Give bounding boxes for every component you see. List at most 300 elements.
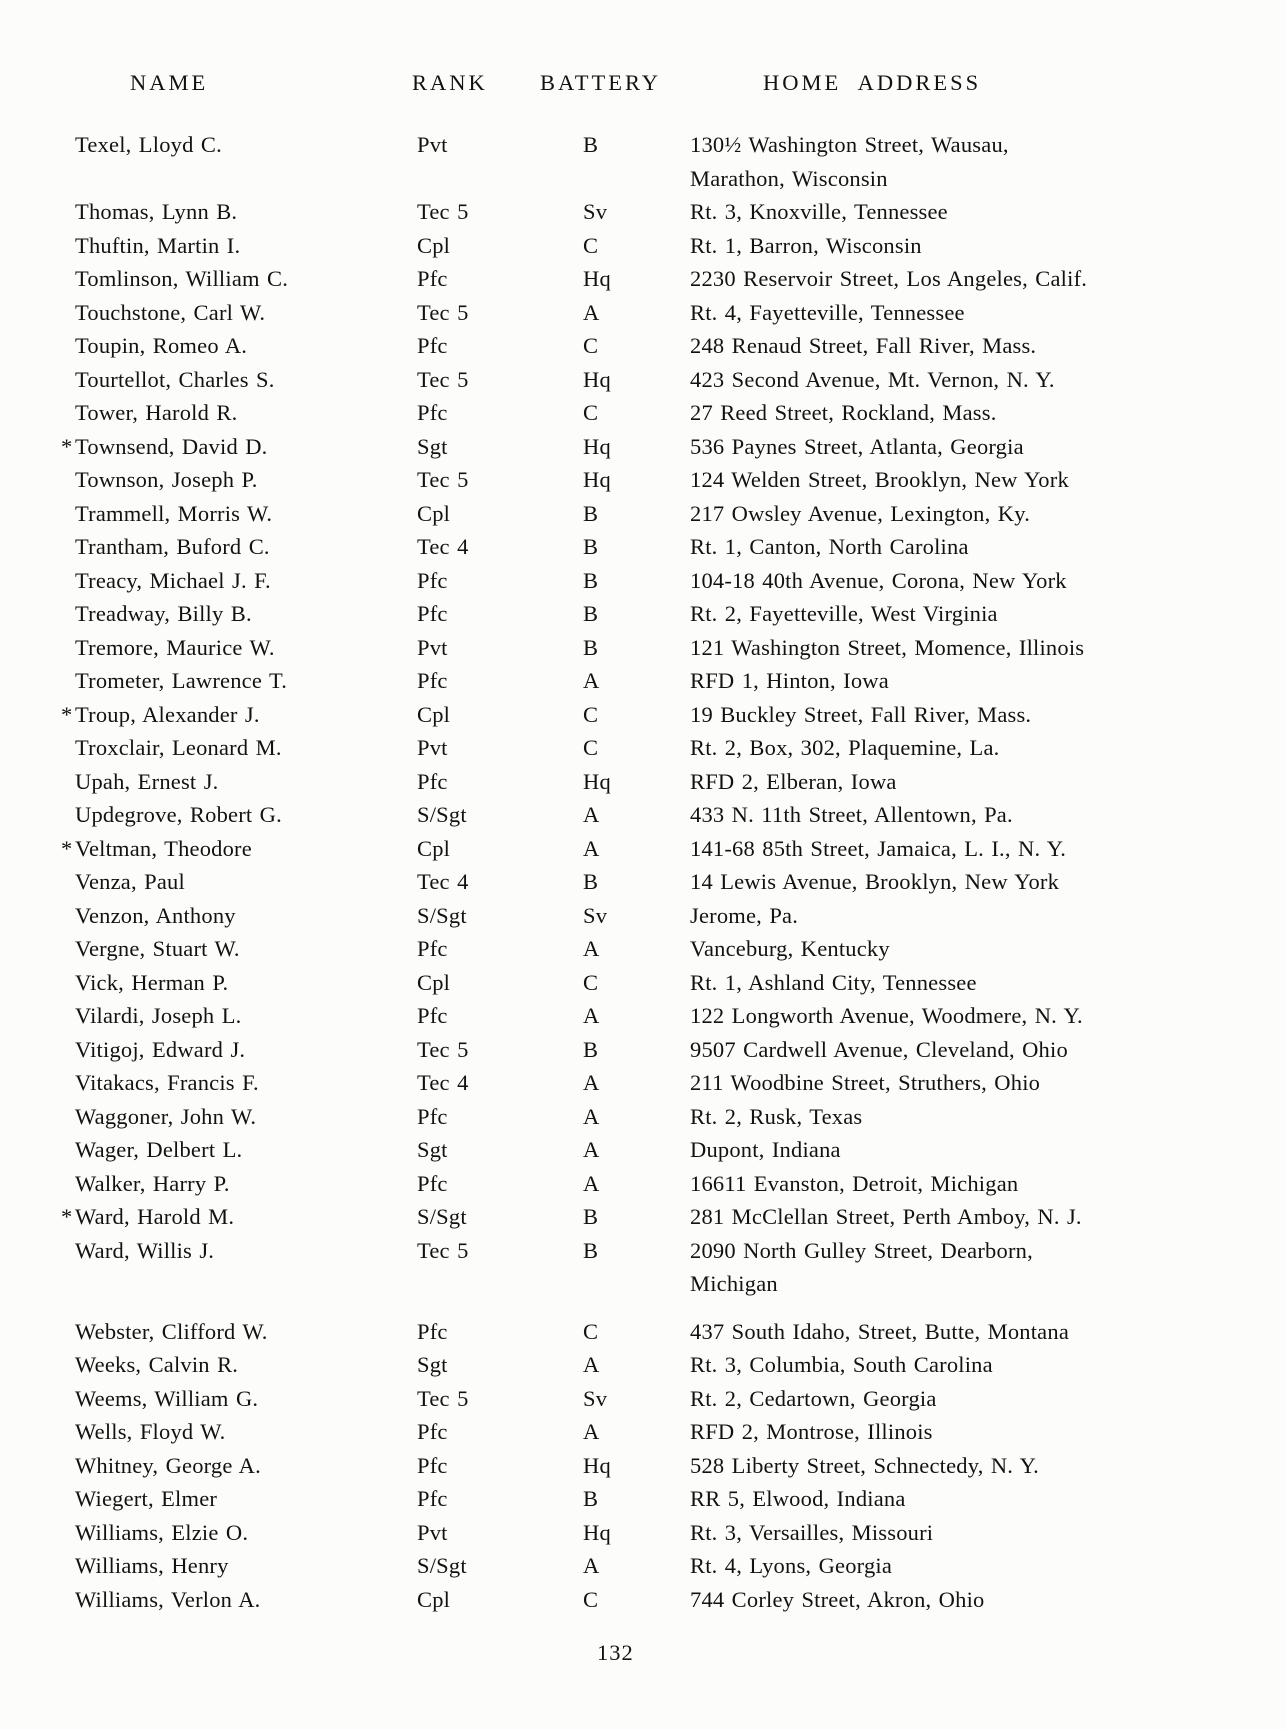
rank-cell: Pfc — [417, 1103, 448, 1129]
address-line: 248 Renaud Street, Fall River, Mass. — [690, 333, 1037, 358]
name-cell — [75, 463, 417, 497]
name-text: Townson, Joseph P. — [75, 467, 258, 492]
name-text: Weems, William G. — [75, 1385, 259, 1411]
asterisk-marker: * — [61, 1204, 73, 1229]
battery-cell: B — [583, 1237, 599, 1263]
name-text: Troup, Alexander J. — [75, 701, 260, 727]
table-row — [61, 698, 1250, 732]
address-cell — [690, 430, 1250, 464]
name-text: Wiegert, Elmer — [75, 1486, 218, 1511]
name-cell — [75, 363, 417, 397]
address-line: 528 Liberty Street, Schnectedy, N. Y. — [690, 1452, 1039, 1478]
address-cell — [690, 128, 1250, 195]
rank-cell: Tec 5 — [417, 299, 469, 325]
address-cell — [690, 262, 1250, 296]
rank-cell: Sgt — [417, 1352, 448, 1377]
rank-cell: Pfc — [417, 1486, 448, 1511]
name-text: Updegrove, Robert G. — [75, 802, 282, 827]
table-row — [75, 1549, 1250, 1583]
table-row — [75, 1482, 1250, 1516]
address-cell — [690, 396, 1250, 430]
table-row — [75, 1382, 1250, 1416]
battery-cell: A — [583, 936, 600, 961]
table-row — [75, 1100, 1250, 1134]
name-cell — [61, 832, 417, 866]
battery-cell: A — [583, 802, 600, 827]
battery-cell: A — [583, 1352, 600, 1377]
table-row — [75, 229, 1250, 263]
address-cell — [690, 497, 1250, 531]
address-line: 104-18 40th Avenue, Corona, New York — [690, 567, 1067, 593]
address-cell — [690, 832, 1250, 866]
name-cell — [75, 530, 417, 564]
battery-cell: C — [583, 969, 599, 995]
address-line: 14 Lewis Avenue, Brooklyn, New York — [690, 869, 1060, 894]
table-row — [75, 631, 1250, 665]
table-row — [75, 966, 1250, 1000]
address-cell — [690, 329, 1250, 363]
address-cell — [690, 966, 1250, 1000]
battery-cell: C — [583, 1586, 599, 1612]
name-text: Veltman, Theodore — [75, 835, 252, 861]
name-text: Toupin, Romeo A. — [75, 333, 248, 358]
rank-cell: Cpl — [417, 232, 451, 258]
battery-cell: C — [583, 400, 599, 425]
address-line: 217 Owsley Avenue, Lexington, Ky. — [690, 500, 1031, 526]
name-text: Thomas, Lynn B. — [75, 199, 238, 224]
address-cell — [690, 1234, 1250, 1301]
name-text: Vitigoj, Edward J. — [75, 1036, 246, 1062]
rank-cell: Tec 4 — [417, 869, 469, 894]
battery-cell: Hq — [583, 433, 611, 459]
name-cell — [75, 1100, 417, 1134]
address-line: 9507 Cardwell Avenue, Cleveland, Ohio — [690, 1036, 1068, 1062]
address-line: RFD 2, Montrose, Illinois — [690, 1419, 933, 1444]
name-cell — [75, 999, 417, 1033]
name-text: Treacy, Michael J. F. — [75, 567, 271, 593]
battery-cell: Hq — [583, 768, 611, 794]
address-line: RFD 2, Elberan, Iowa — [690, 768, 897, 794]
asterisk-marker: * — [61, 835, 73, 861]
battery-cell: Sv — [583, 199, 608, 224]
name-cell — [75, 1133, 417, 1167]
name-text: Whitney, George A. — [75, 1452, 261, 1478]
address-line: 2230 Reservoir Street, Los Angeles, Calif. — [690, 266, 1088, 291]
table-row — [75, 262, 1250, 296]
address-line: Rt. 2, Rusk, Texas — [690, 1103, 863, 1129]
battery-cell: A — [583, 1103, 600, 1129]
name-cell — [61, 698, 417, 732]
name-text: Wager, Delbert L. — [75, 1137, 243, 1162]
name-text: Trantham, Buford C. — [75, 534, 270, 559]
rank-cell: Pfc — [417, 936, 448, 961]
table-row — [75, 899, 1250, 933]
rank-cell: Tec 5 — [417, 199, 469, 224]
address-line: 19 Buckley Street, Fall River, Mass. — [690, 701, 1032, 727]
table-row — [75, 296, 1250, 330]
name-cell — [75, 1482, 417, 1516]
rank-cell: Pfc — [417, 333, 448, 358]
column-header-battery: BATTERY — [540, 70, 662, 95]
rank-cell: Cpl — [417, 835, 451, 861]
address-line: 16611 Evanston, Detroit, Michigan — [690, 1170, 1019, 1196]
rank-cell: Tec 5 — [417, 1036, 469, 1062]
name-cell — [75, 597, 417, 631]
name-cell — [75, 966, 417, 1000]
battery-cell: Hq — [583, 1452, 611, 1478]
table-row — [75, 865, 1250, 899]
address-cell — [690, 1415, 1250, 1449]
battery-cell: A — [583, 835, 600, 861]
battery-cell: A — [583, 1419, 600, 1444]
address-line: 437 South Idaho, Street, Butte, Montana — [690, 1318, 1070, 1344]
table-row — [75, 1415, 1250, 1449]
name-cell — [75, 1516, 417, 1550]
address-cell — [690, 463, 1250, 497]
battery-cell: Sv — [583, 1385, 608, 1411]
rank-cell: Pfc — [417, 1170, 448, 1196]
name-text: Thuftin, Martin I. — [75, 232, 241, 258]
name-text: Williams, Verlon A. — [75, 1586, 261, 1612]
column-header-home-address: HOME ADDRESS — [763, 70, 982, 95]
address-cell — [690, 765, 1250, 799]
table-row — [75, 1167, 1250, 1201]
address-line: Michigan — [690, 1271, 778, 1296]
name-cell — [75, 128, 417, 195]
name-cell — [75, 1234, 417, 1301]
name-cell — [75, 195, 417, 229]
name-cell — [75, 664, 417, 698]
name-text: Walker, Harry P. — [75, 1170, 230, 1196]
name-text: Texel, Lloyd C. — [75, 132, 222, 157]
table-row — [75, 597, 1250, 631]
address-cell — [690, 1583, 1250, 1617]
name-text: Touchstone, Carl W. — [75, 299, 266, 325]
rank-cell: Cpl — [417, 969, 451, 995]
address-cell — [690, 195, 1250, 229]
name-cell — [75, 932, 417, 966]
name-text: Vergne, Stuart W. — [75, 936, 240, 961]
name-cell — [75, 262, 417, 296]
table-row — [75, 1066, 1250, 1100]
address-cell — [690, 1100, 1250, 1134]
table-row — [75, 1348, 1250, 1382]
battery-cell: B — [583, 601, 599, 626]
address-cell — [690, 1167, 1250, 1201]
battery-cell: A — [583, 668, 600, 693]
name-cell — [75, 765, 417, 799]
address-line: Rt. 2, Fayetteville, West Virginia — [690, 601, 998, 626]
name-text: Venza, Paul — [75, 869, 185, 894]
battery-cell: Hq — [583, 366, 611, 392]
battery-cell: A — [583, 1137, 600, 1162]
name-cell — [75, 798, 417, 832]
battery-cell: A — [583, 1003, 600, 1028]
name-text: Ward, Willis J. — [75, 1237, 215, 1263]
table-row — [75, 664, 1250, 698]
rank-cell: Pfc — [417, 768, 448, 794]
rank-cell: Sgt — [417, 1137, 448, 1162]
battery-cell: Hq — [583, 467, 611, 492]
rank-cell: Tec 5 — [417, 1385, 469, 1411]
name-cell — [75, 1315, 417, 1349]
battery-cell: Hq — [583, 1519, 611, 1545]
battery-cell: C — [583, 232, 599, 258]
rank-cell: Pfc — [417, 668, 448, 693]
battery-cell: C — [583, 701, 599, 727]
table-row — [61, 430, 1250, 464]
address-line: 121 Washington Street, Momence, Illinois — [690, 634, 1085, 660]
name-cell — [75, 865, 417, 899]
name-cell — [75, 631, 417, 665]
battery-cell: B — [583, 1486, 599, 1511]
address-line: Rt. 1, Barron, Wisconsin — [690, 232, 922, 258]
address-cell — [690, 229, 1250, 263]
address-line: RR 5, Elwood, Indiana — [690, 1486, 906, 1511]
table-row — [75, 731, 1250, 765]
battery-cell: B — [583, 500, 599, 526]
table-row — [75, 396, 1250, 430]
address-cell — [690, 1066, 1250, 1100]
address-line: 27 Reed Street, Rockland, Mass. — [690, 400, 997, 425]
rank-cell: Pfc — [417, 1003, 448, 1028]
battery-cell: A — [583, 299, 600, 325]
name-text: Ward, Harold M. — [75, 1204, 235, 1229]
address-line: 281 McClellan Street, Perth Amboy, N. J. — [690, 1204, 1082, 1229]
name-text: Vick, Herman P. — [75, 969, 229, 995]
address-cell — [690, 631, 1250, 665]
battery-cell: B — [583, 1036, 599, 1062]
address-cell — [690, 1315, 1250, 1349]
name-text: Vilardi, Joseph L. — [75, 1003, 242, 1028]
battery-cell: A — [583, 1070, 600, 1095]
address-cell — [690, 798, 1250, 832]
address-line: Rt. 1, Ashland City, Tennessee — [690, 969, 977, 995]
address-line: 423 Second Avenue, Mt. Vernon, N. Y. — [690, 366, 1055, 392]
name-text: Wells, Floyd W. — [75, 1419, 226, 1444]
name-cell — [75, 1583, 417, 1617]
rank-cell: Tec 4 — [417, 534, 469, 559]
rank-cell: Cpl — [417, 500, 451, 526]
address-cell — [690, 1033, 1250, 1067]
table-row — [75, 497, 1250, 531]
battery-cell: C — [583, 333, 599, 358]
name-cell — [75, 1449, 417, 1483]
address-cell — [690, 296, 1250, 330]
address-line: Vanceburg, Kentucky — [690, 936, 890, 961]
name-text: Vitakacs, Francis F. — [75, 1070, 259, 1095]
rank-cell: Pfc — [417, 1419, 448, 1444]
battery-cell: B — [583, 534, 599, 559]
rank-cell: Pvt — [417, 634, 448, 660]
name-text: Tourtellot, Charles S. — [75, 366, 275, 392]
address-line: 211 Woodbine Street, Struthers, Ohio — [690, 1070, 1041, 1095]
address-cell — [690, 731, 1250, 765]
rank-cell: Pvt — [417, 1519, 448, 1545]
rank-cell: Cpl — [417, 701, 451, 727]
name-cell — [75, 1348, 417, 1382]
rank-cell: S/Sgt — [417, 802, 467, 827]
name-cell — [75, 1066, 417, 1100]
address-line: Rt. 2, Box, 302, Plaquemine, La. — [690, 735, 1000, 760]
address-cell — [690, 865, 1250, 899]
table-row — [75, 195, 1250, 229]
name-text: Upah, Ernest J. — [75, 768, 219, 794]
rank-cell: Tec 5 — [417, 467, 469, 492]
rank-cell: Pfc — [417, 1318, 448, 1344]
address-line: 2090 North Gulley Street, Dearborn, — [690, 1237, 1033, 1263]
name-text: Tomlinson, William C. — [75, 266, 289, 291]
battery-cell: Sv — [583, 902, 608, 928]
rank-cell: Pfc — [417, 567, 448, 593]
address-line: Dupont, Indiana — [690, 1137, 841, 1162]
name-text: Trammell, Morris W. — [75, 500, 273, 526]
address-cell — [690, 698, 1250, 732]
table-header — [0, 70, 1286, 103]
address-line: 130½ Washington Street, Wausau, — [690, 132, 1009, 157]
table-row — [75, 1516, 1250, 1550]
rank-cell: Pfc — [417, 400, 448, 425]
name-cell — [75, 1382, 417, 1416]
name-cell — [75, 1167, 417, 1201]
table-row — [75, 329, 1250, 363]
rank-cell: Tec 4 — [417, 1070, 469, 1095]
name-text: Tremore, Maurice W. — [75, 634, 275, 660]
name-text: Trometer, Lawrence T. — [75, 668, 288, 693]
address-line: Rt. 4, Lyons, Georgia — [690, 1553, 893, 1578]
battery-cell: C — [583, 1318, 599, 1344]
table-row — [61, 832, 1250, 866]
rank-cell: Pfc — [417, 1452, 448, 1478]
address-line: Rt. 2, Cedartown, Georgia — [690, 1385, 937, 1411]
address-line: Jerome, Pa. — [690, 902, 799, 928]
name-cell — [75, 229, 417, 263]
table-row — [61, 1200, 1250, 1234]
name-text: Waggoner, John W. — [75, 1103, 257, 1129]
table-row — [75, 530, 1250, 564]
battery-cell: A — [583, 1170, 600, 1196]
address-line: RFD 1, Hinton, Iowa — [690, 668, 889, 693]
address-cell — [690, 1516, 1250, 1550]
battery-cell: Hq — [583, 266, 611, 291]
name-text: Venzon, Anthony — [75, 902, 236, 928]
address-line: Rt. 3, Versailles, Missouri — [690, 1519, 934, 1545]
address-line: Rt. 3, Knoxville, Tennessee — [690, 199, 948, 224]
address-cell — [690, 1382, 1250, 1416]
address-line: 433 N. 11th Street, Allentown, Pa. — [690, 802, 1013, 827]
name-text: Troxclair, Leonard M. — [75, 735, 282, 760]
rank-cell: Tec 5 — [417, 366, 469, 392]
name-cell — [75, 296, 417, 330]
table-row — [75, 128, 1250, 195]
battery-cell: B — [583, 567, 599, 593]
rank-cell: S/Sgt — [417, 902, 467, 928]
name-text: Weeks, Calvin R. — [75, 1352, 239, 1377]
table-row — [75, 1033, 1250, 1067]
address-cell — [690, 597, 1250, 631]
name-cell — [75, 396, 417, 430]
address-cell — [690, 1348, 1250, 1382]
column-header-rank: RANK — [412, 70, 488, 95]
battery-cell: B — [583, 1204, 599, 1229]
column-header-name: NAME — [130, 70, 209, 95]
name-text: Webster, Clifford W. — [75, 1318, 268, 1344]
battery-cell: B — [583, 634, 599, 660]
battery-cell: B — [583, 869, 599, 894]
name-cell — [75, 564, 417, 598]
name-cell — [75, 899, 417, 933]
name-cell — [75, 497, 417, 531]
address-cell — [690, 664, 1250, 698]
address-line: 536 Paynes Street, Atlanta, Georgia — [690, 433, 1024, 459]
table-row — [75, 363, 1250, 397]
name-cell — [75, 731, 417, 765]
rank-cell: Sgt — [417, 433, 448, 459]
rank-cell: Pvt — [417, 735, 448, 760]
battery-cell: A — [583, 1553, 600, 1578]
name-text: Tower, Harold R. — [75, 400, 238, 425]
table-row — [75, 932, 1250, 966]
address-line: 744 Corley Street, Akron, Ohio — [690, 1586, 985, 1612]
name-text: Townsend, David D. — [75, 433, 268, 459]
rank-cell: Pfc — [417, 266, 448, 291]
page-number: 132 — [597, 1640, 634, 1665]
address-line: 122 Longworth Avenue, Woodmere, N. Y. — [690, 1003, 1083, 1028]
name-cell — [61, 1200, 417, 1234]
address-cell — [690, 1482, 1250, 1516]
name-cell — [75, 1033, 417, 1067]
name-text: Williams, Henry — [75, 1553, 229, 1578]
address-line: 141-68 85th Street, Jamaica, L. I., N. Y. — [690, 835, 1067, 861]
asterisk-marker: * — [61, 433, 73, 459]
address-cell — [690, 1200, 1250, 1234]
battery-cell: C — [583, 735, 599, 760]
address-cell — [690, 1549, 1250, 1583]
rank-cell: Tec 5 — [417, 1237, 469, 1263]
table-row — [75, 765, 1250, 799]
table-row — [75, 1583, 1250, 1617]
address-cell — [690, 1449, 1250, 1483]
rank-cell: Cpl — [417, 1586, 451, 1612]
address-line: Rt. 1, Canton, North Carolina — [690, 534, 969, 559]
address-cell — [690, 564, 1250, 598]
table-row — [75, 798, 1250, 832]
table-row — [75, 999, 1250, 1033]
address-cell — [690, 1133, 1250, 1167]
name-cell — [75, 329, 417, 363]
rank-cell: Pvt — [417, 132, 448, 157]
rank-cell: S/Sgt — [417, 1204, 467, 1229]
name-cell — [75, 1415, 417, 1449]
address-cell — [690, 932, 1250, 966]
address-cell — [690, 999, 1250, 1033]
address-line: 124 Welden Street, Brooklyn, New York — [690, 467, 1069, 492]
roster-table — [61, 128, 1250, 1616]
asterisk-marker: * — [61, 701, 73, 727]
name-cell — [75, 1549, 417, 1583]
table-row — [75, 463, 1250, 497]
address-line: Rt. 4, Fayetteville, Tennessee — [690, 299, 965, 325]
address-line: Rt. 3, Columbia, South Carolina — [690, 1352, 993, 1377]
table-row — [75, 1315, 1250, 1349]
address-cell — [690, 363, 1250, 397]
name-cell — [61, 430, 417, 464]
rank-cell: S/Sgt — [417, 1553, 467, 1578]
table-row — [75, 1449, 1250, 1483]
name-text: Williams, Elzie O. — [75, 1519, 249, 1545]
address-cell — [690, 530, 1250, 564]
table-row — [75, 1133, 1250, 1167]
